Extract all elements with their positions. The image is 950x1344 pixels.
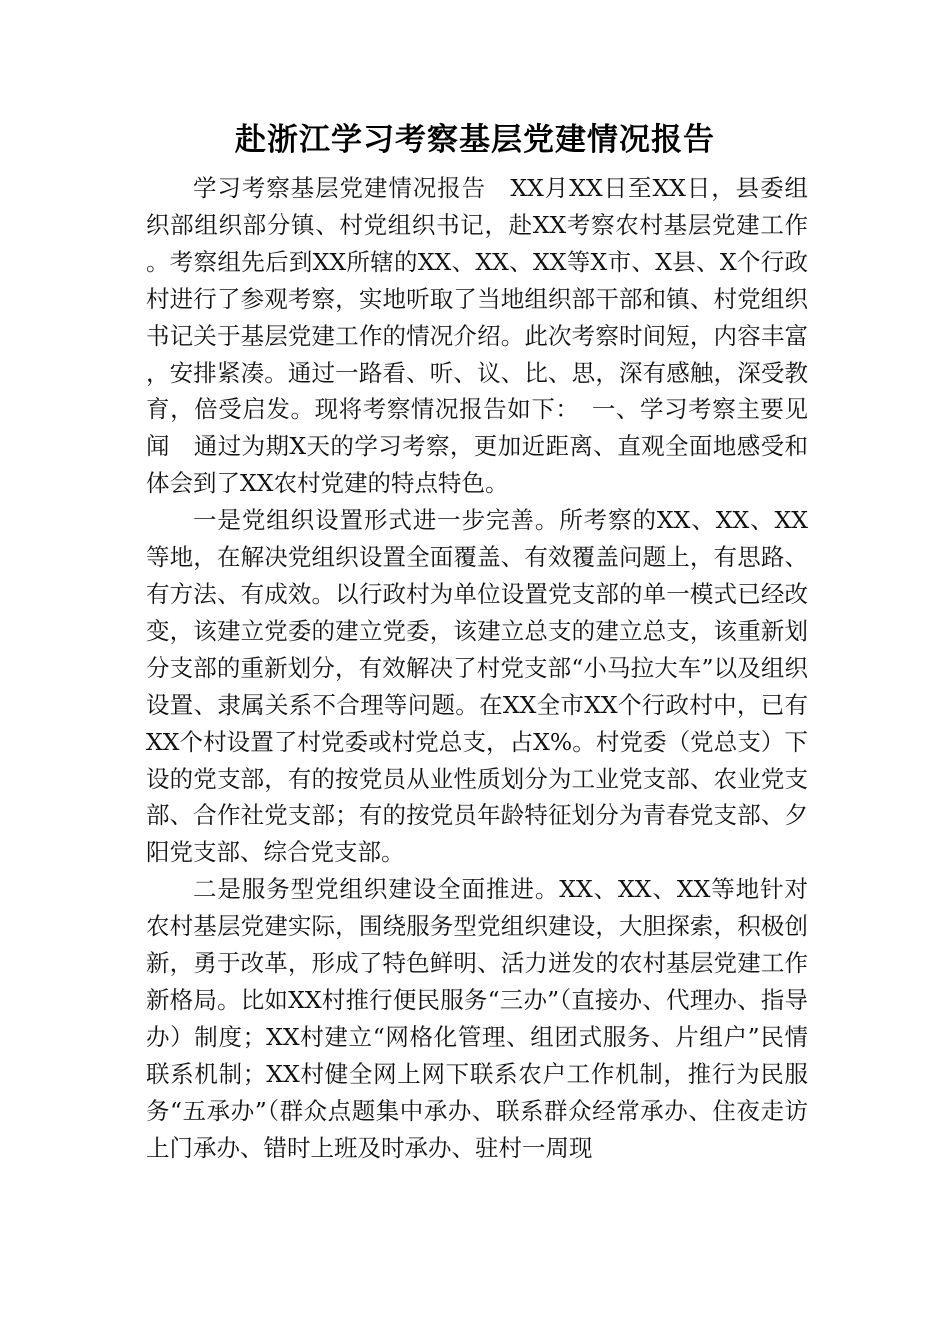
document-body: [146, 170, 808, 1166]
paragraph-party-organization: 一是党组织设置形式进一步完善。所考察的XX、XX、XX等地，在解决党组织设置全面覆盖、有效覆盖问题上，有思路、有方法、有成效。以行政村为单位设置党支部的单一模式已经改变，该建立党委的建立党委，该建立总支的建立总支，该重新划分支部的重新划分，有效解决了村党支部“小马拉大车”以及组织设置、隶属关系不合理等问题。在XX全市XX个行政村中，已有XX个村设置了村党委或村党总支，占X%。村党委（党总支）下设的党支部，有的按党员从业性质划分为工业党支部、农业党支部、合作社党支部；有的按党员年龄特征划分为青春党支部、夕阳党支部、综合党支部。: [146, 506, 808, 867]
paragraph-intro: 学习考察基层党建情况报告 XX月XX日至XX日，县委组织部组织部分镇、村党组织书记，赴XX考察农村基层党建工作。考察组先后到XX所辖的XX、XX、XX等X市、X县、X个行政村进行了参观考察，实地听取了当地组织部干部和镇、村党组织书记关于基层党建工作的情况介绍。此次考察时间短，内容丰富，安排紧凑。通过一路看、听、议、比、思，深有感触，深受教育，倍受启发。现将考察情况报告如下： 一、学习考察主要见闻 通过为期X天的学习考察，更加近距离、直观全面地感受和体会到了XX农村党建的特点特色。: [146, 174, 808, 498]
document-title: 赴浙江学习考察基层党建情况报告: [235, 122, 715, 158]
paragraph-service-organization: 二是服务型党组织建设全面推进。XX、XX、XX等地针对农村基层党建实际，围绕服务型党组织建设，大胆探索，积极创新，勇于改革，形成了特色鲜明、活力迸发的农村基层党建工作新格局。比如XX村推行便民服务“三办”（直接办、代理办、指导办）制度；XX村建立“网格化管理、组团式服务、片组户”民情联系机制；XX村健全网上网下联系农户工作机制，推行为民服务“五承办”（群众点题集中承办、联系群众经常承办、住夜走访上门承办、错时上班及时承办、驻村一周现: [146, 875, 808, 1162]
